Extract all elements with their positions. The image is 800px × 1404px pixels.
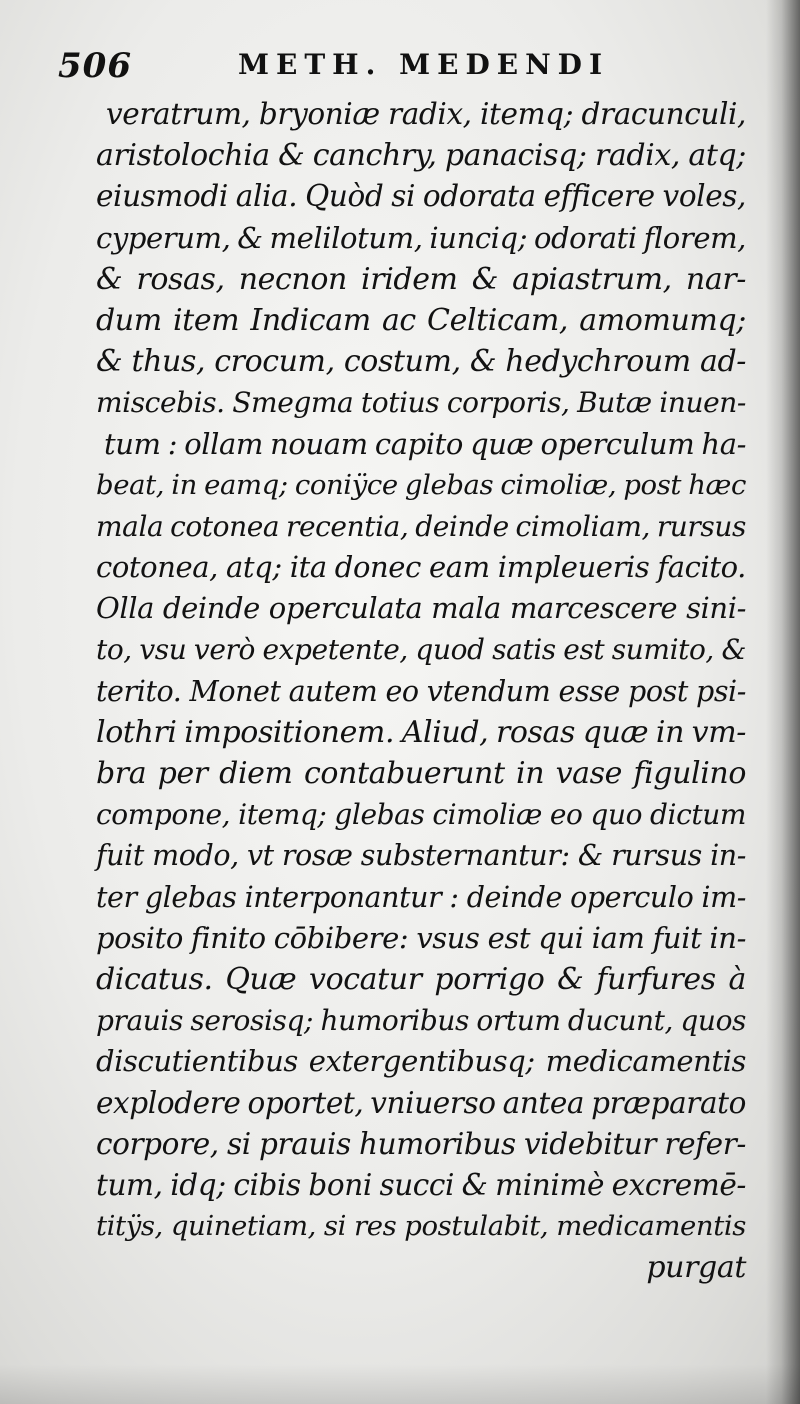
text-line: prauis serosisq; humoribus ortum ducunt, quos: [96, 1004, 746, 1038]
text-line: veratrum, bryoniæ radix, itemq; dracunculi,: [106, 97, 746, 131]
text-line: tum, idq; cibis boni succi & minimè excremē-: [96, 1167, 746, 1202]
text-line: cotonea, atq; ita donec eam impleueris facito.: [96, 550, 746, 585]
catchword: purgat: [646, 1250, 746, 1286]
text-line: explodere oportet, vniuerso antea præparato: [96, 1085, 746, 1120]
text-line: to, vsu verò expetente, quod satis est sumito, &: [96, 633, 746, 667]
text-line: beat, in eamq; coniÿce glebas cimoliæ, post hæc: [96, 468, 746, 501]
text-line: terito. Monet autem eo vtendum esse post psi-: [96, 674, 746, 708]
text-line: ter glebas interponantur : deinde operculo im-: [96, 880, 746, 914]
text-line: compone, itemq; glebas cimoliæ eo quo dictum: [96, 798, 746, 832]
text-line: bra per diem contabuerunt in vase figulino: [96, 756, 746, 791]
text-line: corpore, si prauis humoribus videbitur refer-: [96, 1126, 746, 1161]
body-text: [96, 94, 746, 1288]
text-line: & thus, crocum, costum, & hedychroum ad-: [96, 344, 746, 380]
text-line: tum : ollam nouam capito quæ operculum ha-: [104, 426, 746, 461]
text-line: Olla deinde operculata mala marcescere sini-: [96, 591, 746, 626]
text-line: fuit modo, vt rosæ substernantur: & rursus in-: [96, 839, 746, 873]
text-line: discutientibus extergentibusq; medicamentis: [96, 1044, 746, 1079]
page-bottom-shadow: [0, 1364, 800, 1404]
text-line: dum item Indicam ac Celticam, amomumq;: [96, 302, 746, 338]
text-line: cyperum, & melilotum, iunciq; odorati florem,: [96, 220, 746, 255]
page-edge-shadow: [766, 0, 800, 1404]
text-line: posito finito cōbibere: vsus est qui iam fuit in-: [96, 920, 746, 955]
running-head: METH. MEDENDI: [238, 48, 610, 81]
text-line: & rosas, necnon iridem & apiastrum, nar-: [96, 261, 746, 297]
text-line: lothri impositionem. Aliud, rosas quæ in vm-: [96, 714, 746, 750]
text-line: mala cotonea recentia, deinde cimoliam, rursus: [96, 509, 746, 543]
text-line: miscebis. Smegma totius corporis, Butæ inuen-: [96, 386, 746, 420]
text-line: eiusmodi alia. Quòd si odorata efficere voles,: [96, 179, 746, 214]
text-line: titÿs, quinetiam, si res postulabit, medicamentis: [96, 1210, 746, 1243]
text-line: aristolochia & canchry, panacisq; radix, atq;: [96, 138, 746, 174]
text-line: dicatus. Quæ vocatur porrigo & furfures à: [96, 961, 746, 997]
page-header: [58, 40, 748, 90]
page-number: 506: [58, 46, 132, 86]
